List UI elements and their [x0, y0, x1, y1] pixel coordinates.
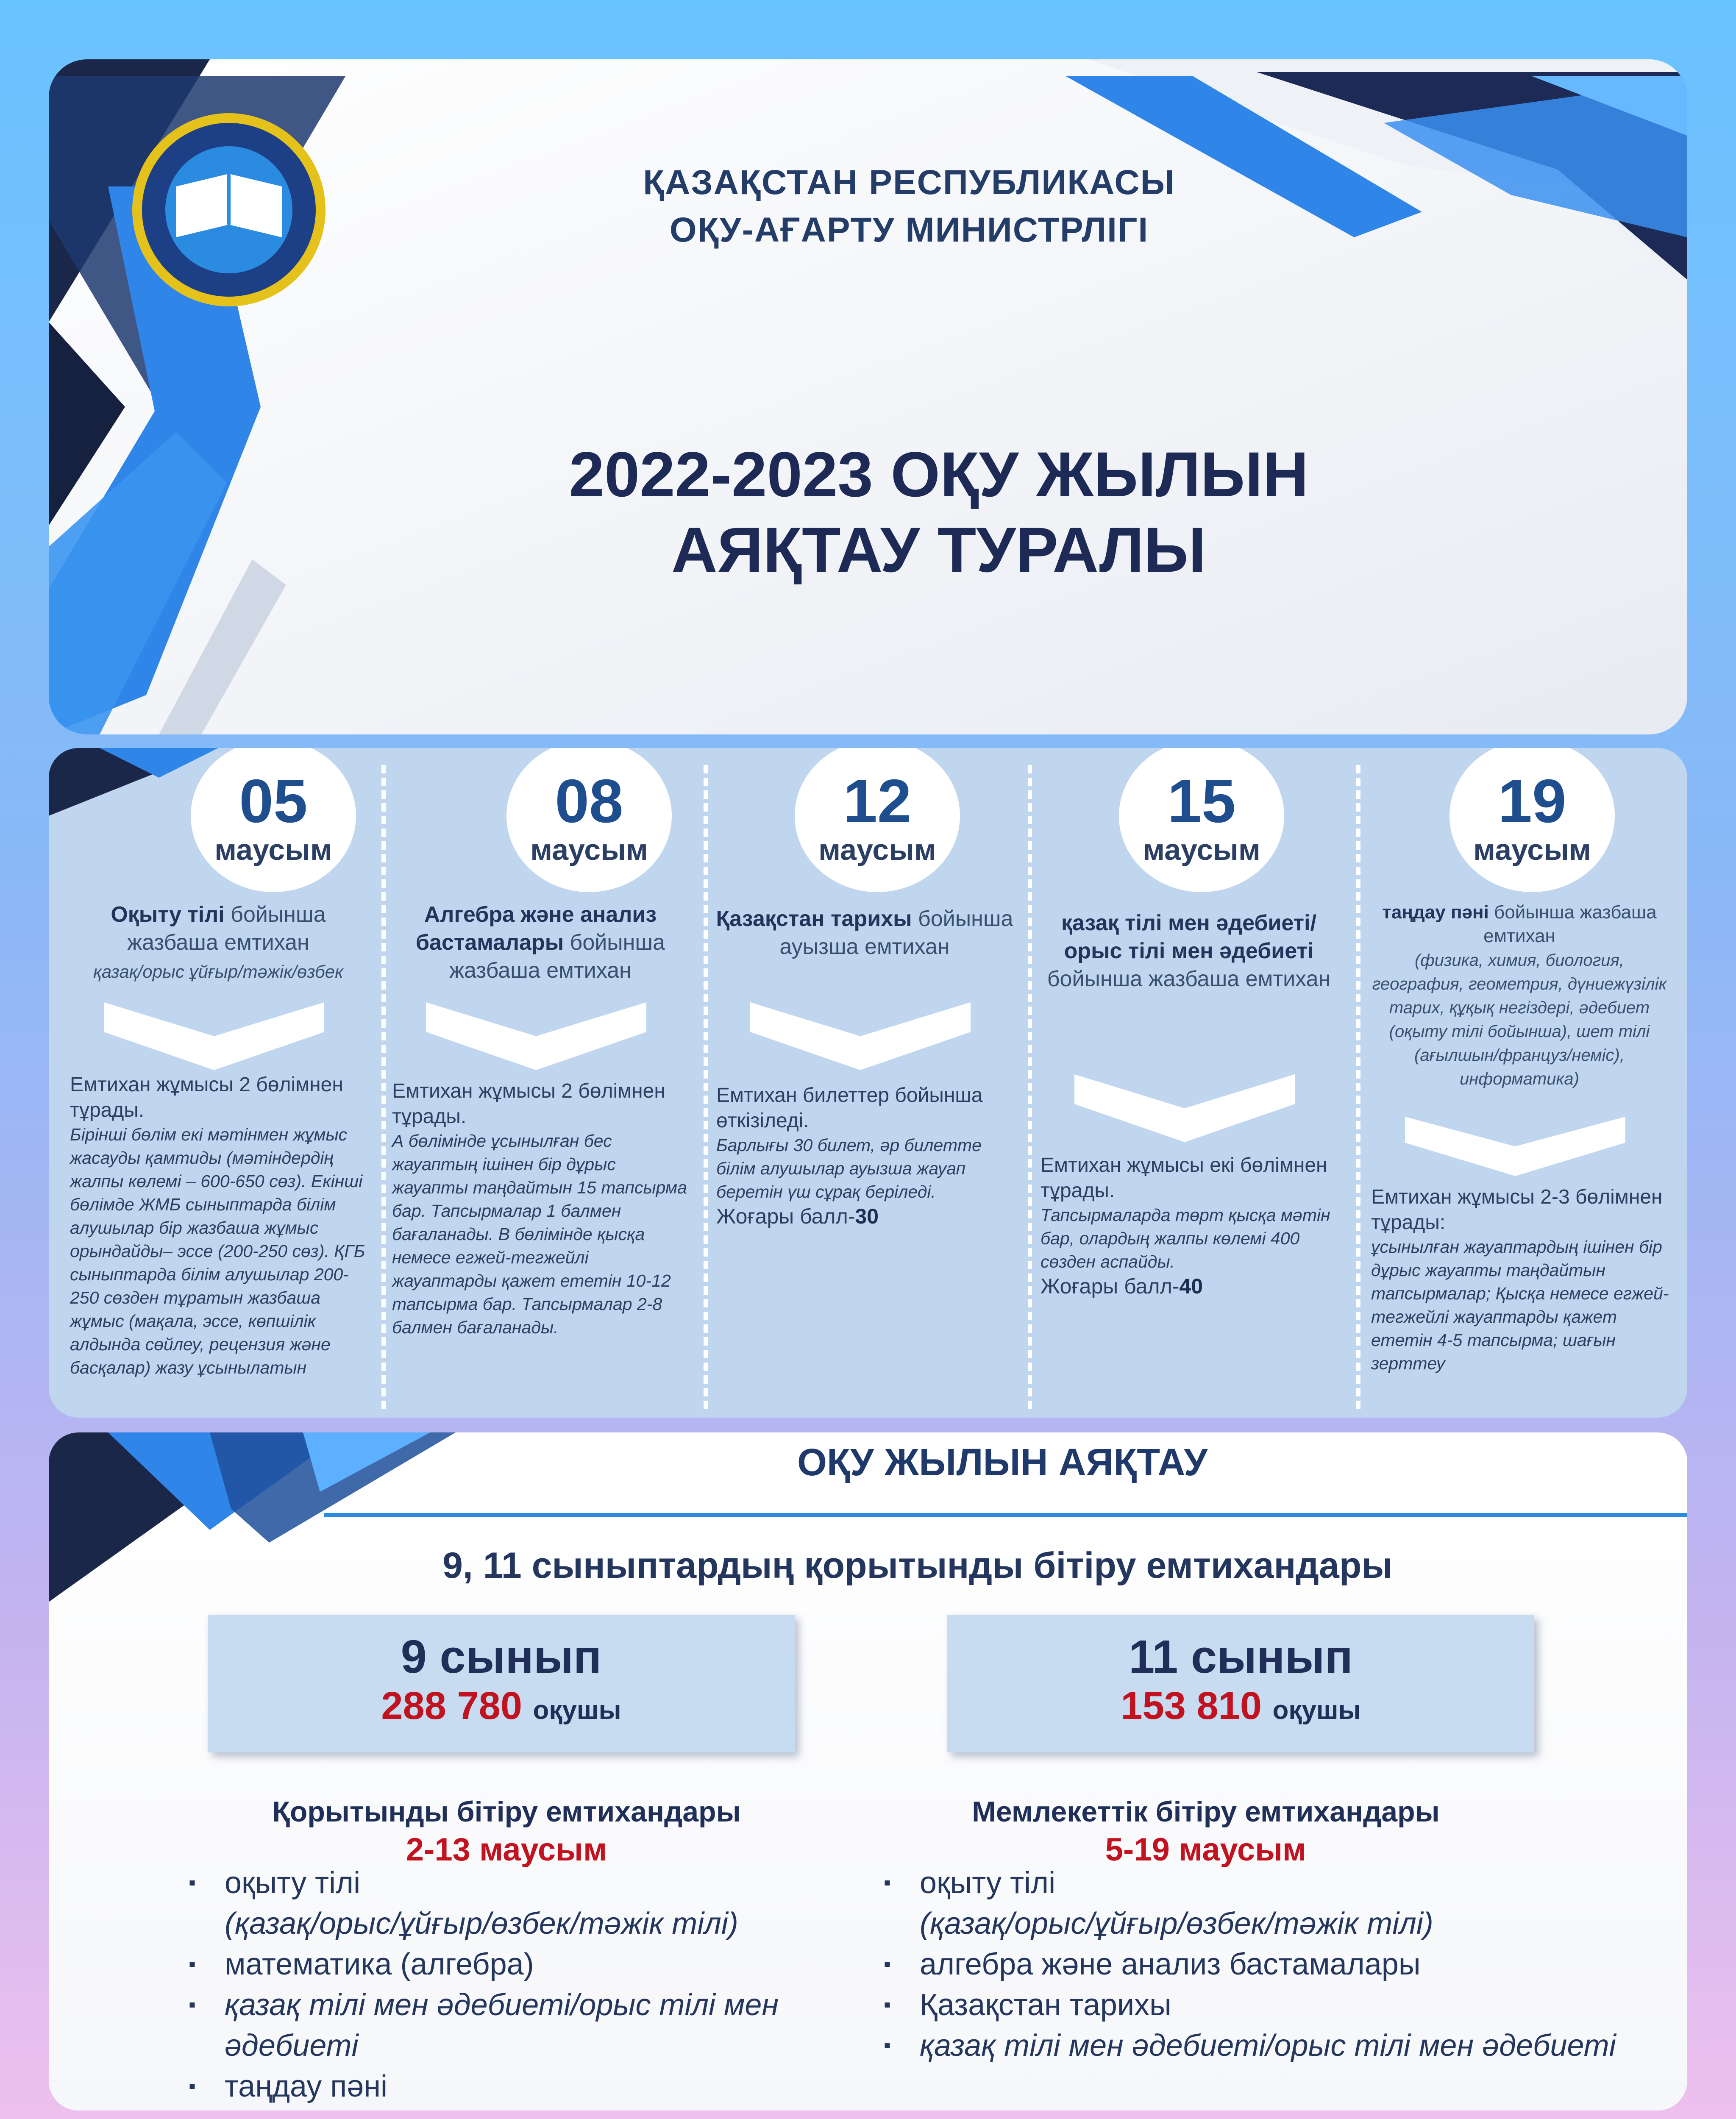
grade-11-label: 11 сынып [1129, 1631, 1353, 1683]
subject-note: (физика, химия, биология, география, геометрия, дүниежүзілік тарих, құқық негіздері, әдебиет (оқыту тілі бойынша), шет тілі (ағылшын/француз/неміс), информатика) [1372, 951, 1667, 1088]
subject-main: қазақ тілі мен әдебиеті/орыс тілі мен әдебиеті [225, 1988, 779, 2063]
subject-bold: Оқыту тілі [111, 902, 225, 927]
exam-description [1371, 1185, 1672, 1375]
date-day: 15 [1167, 767, 1236, 835]
subject-sub: (қазақ/орыс/ұйғыр/өзбек/тәжік тілі) [920, 1907, 1433, 1941]
subject-rest: бойынша жазбаша емтихан [127, 902, 326, 955]
exam-subject [1367, 901, 1672, 1090]
subject-bold: Алгебра және анализ бастамалары [415, 902, 657, 955]
list-item [884, 1944, 1647, 1985]
date-month: маусым [530, 833, 648, 866]
bullet-icon: ▪ [884, 1953, 891, 1975]
grade-11-count-value: 153 810 [1121, 1684, 1262, 1727]
subject-bold: Қазақстан тарихы [716, 907, 912, 931]
date-month: маусым [214, 833, 332, 866]
subject-main: оқыту тілі [920, 1866, 1056, 1900]
list-item [189, 2066, 867, 2107]
schedule-column-12 [704, 748, 1026, 1418]
chevron-down-icon [750, 1002, 971, 1070]
completion-slide [49, 1432, 1687, 2111]
list-item [189, 1944, 867, 1985]
exam-schedule-slide [49, 748, 1687, 1418]
bullet-icon: ▪ [189, 1872, 196, 1894]
date-month: маусым [1143, 833, 1260, 866]
bullet-icon: ▪ [884, 1872, 891, 1894]
desc-detail: А бөлімінде ұсынылған бес жауаптың ішінен бір дұрыс жауапты таңдайтын 15 тапсырма бар. Тапсырмалар 1 балмен бағаланады. В бөлімінде қысқа немесе егжей-тегжейлі жауаптарды қажет ететін 10-12 тапсырма бар. Тапсырмалар 2-8 балмен бағаланады. [392, 1131, 687, 1337]
chevron-down-icon [426, 1002, 646, 1070]
ministry-emblem [129, 110, 328, 309]
max-score [1040, 1274, 1341, 1299]
subject-rest: бойынша жазбаша емтихан [1047, 967, 1331, 991]
date-month: маусым [818, 833, 936, 866]
subject-main: оқыту тілі [225, 1866, 361, 1900]
list-item [189, 1985, 839, 2066]
title-line-2: АЯҚТАУ ТУРАЛЫ [671, 514, 1206, 585]
title-line-1: 2022-2023 ОҚУ ЖЫЛЫН [569, 439, 1309, 510]
desc-detail: Тапсырмаларда төрт қысқа мәтін бар, олардың жалпы көлемі 400 сөзден аспайды. [1040, 1205, 1330, 1271]
grade-9-subject-list [189, 1863, 867, 2107]
completion-subtitle: 9, 11 сыныптардың қорытынды бітіру емтихандары [442, 1545, 1393, 1586]
desc-intro: Емтихан жұмысы 2-3 бөлімнен тұрады: [1371, 1186, 1663, 1234]
grade-9-exam-header [146, 1793, 867, 1869]
title-slide [49, 59, 1687, 734]
date-badge [1119, 748, 1284, 892]
subject-main: таңдау пәні [225, 2069, 388, 2103]
date-month: маусым [1473, 833, 1591, 866]
grade-9-box [208, 1615, 795, 1752]
grade-9-unit: оқушы [533, 1696, 621, 1725]
grade-9-exam-dates: 2-13 маусым [406, 1832, 607, 1868]
list-item [884, 1985, 1647, 2025]
bullet-icon: ▪ [189, 2075, 196, 2097]
desc-intro: Емтихан жұмысы екі бөлімнен тұрады. [1040, 1154, 1327, 1202]
exam-subject [712, 905, 1017, 961]
chevron-down-icon [1074, 1074, 1295, 1142]
bullet-icon: ▪ [884, 2034, 891, 2057]
max-score-label: Жоғары балл- [1040, 1274, 1180, 1298]
grade-11-exam-title: Мемлекеттік бітіру емтихандары [972, 1796, 1440, 1828]
subject-main: математика (алгебра) [225, 1947, 534, 1981]
title-underline [324, 1513, 1687, 1517]
bullet-icon: ▪ [884, 1994, 891, 2016]
ministry-line-2: ОҚУ-АҒАРТУ МИНИСТРЛІГІ [669, 211, 1149, 249]
date-day: 19 [1498, 767, 1566, 835]
desc-intro: Емтихан билеттер бойынша өткізіледі. [716, 1084, 983, 1132]
subject-rest: бойынша жазбаша емтихан [1483, 902, 1657, 946]
exam-description [716, 1083, 1017, 1229]
grade-9-exam-title: Қорытынды бітіру емтихандары [272, 1796, 741, 1828]
list-item [884, 1863, 1647, 1944]
max-score [716, 1204, 1017, 1229]
list-item [884, 2025, 1647, 2066]
date-badge [191, 748, 356, 892]
exam-description [392, 1079, 693, 1339]
bullet-icon: ▪ [189, 1994, 196, 2016]
grade-11-box [947, 1615, 1534, 1752]
date-day: 08 [555, 767, 623, 835]
exam-description [1040, 1153, 1341, 1299]
grade-11-unit: оқушы [1272, 1696, 1361, 1725]
schedule-column-19 [1358, 748, 1687, 1418]
max-score-value: 30 [855, 1204, 879, 1228]
subject-main: алгебра және анализ бастамалары [920, 1947, 1421, 1981]
grade-9-count-value: 288 780 [381, 1684, 522, 1727]
exam-subject [66, 901, 371, 984]
subject-bold: қазақ тілі мен әдебиеті/орыс тілі мен әдебиеті [1061, 911, 1317, 963]
grade-11-exam-dates: 5-19 маусым [1105, 1832, 1307, 1868]
subject-bold: таңдау пәні [1382, 902, 1489, 923]
schedule-column-08 [379, 748, 701, 1418]
exam-subject [1036, 909, 1341, 993]
grade-9-count [208, 1682, 795, 1734]
date-badge [506, 748, 672, 892]
desc-intro: Емтихан жұмысы 2 бөлімнен тұрады. [70, 1073, 343, 1121]
subject-main: қазақ тілі мен әдебиеті/орыс тілі мен әдебиеті [920, 2029, 1616, 2063]
subject-note: қазақ/орыс ұйғыр/тәжік/өзбек [93, 962, 343, 982]
schedule-column-05 [57, 748, 379, 1418]
max-score-label: Жоғары балл- [716, 1204, 855, 1228]
chevron-down-icon [1405, 1117, 1625, 1176]
date-badge [1449, 748, 1615, 892]
date-day: 05 [239, 767, 308, 835]
desc-detail: Бірінші бөлім екі мәтінмен жұмыс жасауды қамтиды (мәтіндердің жалпы көлемі – 600-650 сөз). Екінші бөлімде ЖМБ сыныптарда білім алушылар бір жазбаша жұмыс орындайды– эссе (200-250 сөз). ҚГБ сыныптарда білім алушылар 200-250 сөзден тұратын жазбаша жұмыс (мақала, эссе, көпшілік алдында сөйлеу, рецензия және басқалар) жазу ұсынылатын [70, 1125, 365, 1377]
grade-11-exam-header [846, 1793, 1566, 1869]
page-title [303, 437, 1575, 587]
chevron-down-icon [104, 1002, 324, 1070]
exam-description [70, 1072, 371, 1379]
desc-detail: ұсынылған жауаптардың ішінен бір дұрыс жауапты таңдайтын тапсырмалар; Қысқа немесе егжей-тегжейлі жауаптарды қажет ететін 4-5 тапсырма; шағын зерттеу [1371, 1237, 1669, 1373]
grade-9-label: 9 сынып [401, 1631, 602, 1683]
list-item [189, 1863, 867, 1944]
subject-rest: бойынша ауызша емтихан [779, 907, 1013, 959]
desc-intro: Емтихан жұмысы 2 бөлімнен тұрады. [392, 1080, 665, 1128]
desc-detail: Барлығы 30 билет, әр билетте білім алушылар ауызша жауап беретін үш сұрақ беріледі. [716, 1135, 982, 1201]
subject-sub: (қазақ/орыс/ұйғыр/өзбек/тәжік тілі) [225, 1907, 738, 1941]
ministry-line-1: ҚАЗАҚСТАН РЕСПУБЛИКАСЫ [643, 163, 1175, 202]
date-day: 12 [843, 767, 912, 835]
date-badge [795, 748, 960, 892]
exam-subject [388, 901, 693, 984]
grade-11-count [947, 1682, 1534, 1734]
ministry-name [477, 159, 1341, 254]
subject-rest: бойынша жазбаша емтихан [449, 930, 665, 983]
max-score-value: 40 [1179, 1274, 1203, 1298]
bullet-icon: ▪ [189, 1953, 196, 1975]
completion-title: ОҚУ ЖЫЛЫН АЯҚТАУ [797, 1441, 1208, 1484]
subject-main: Қазақстан тарихы [920, 1988, 1171, 2022]
grade-11-subject-list [884, 1863, 1647, 2066]
schedule-column-15 [1028, 748, 1350, 1418]
